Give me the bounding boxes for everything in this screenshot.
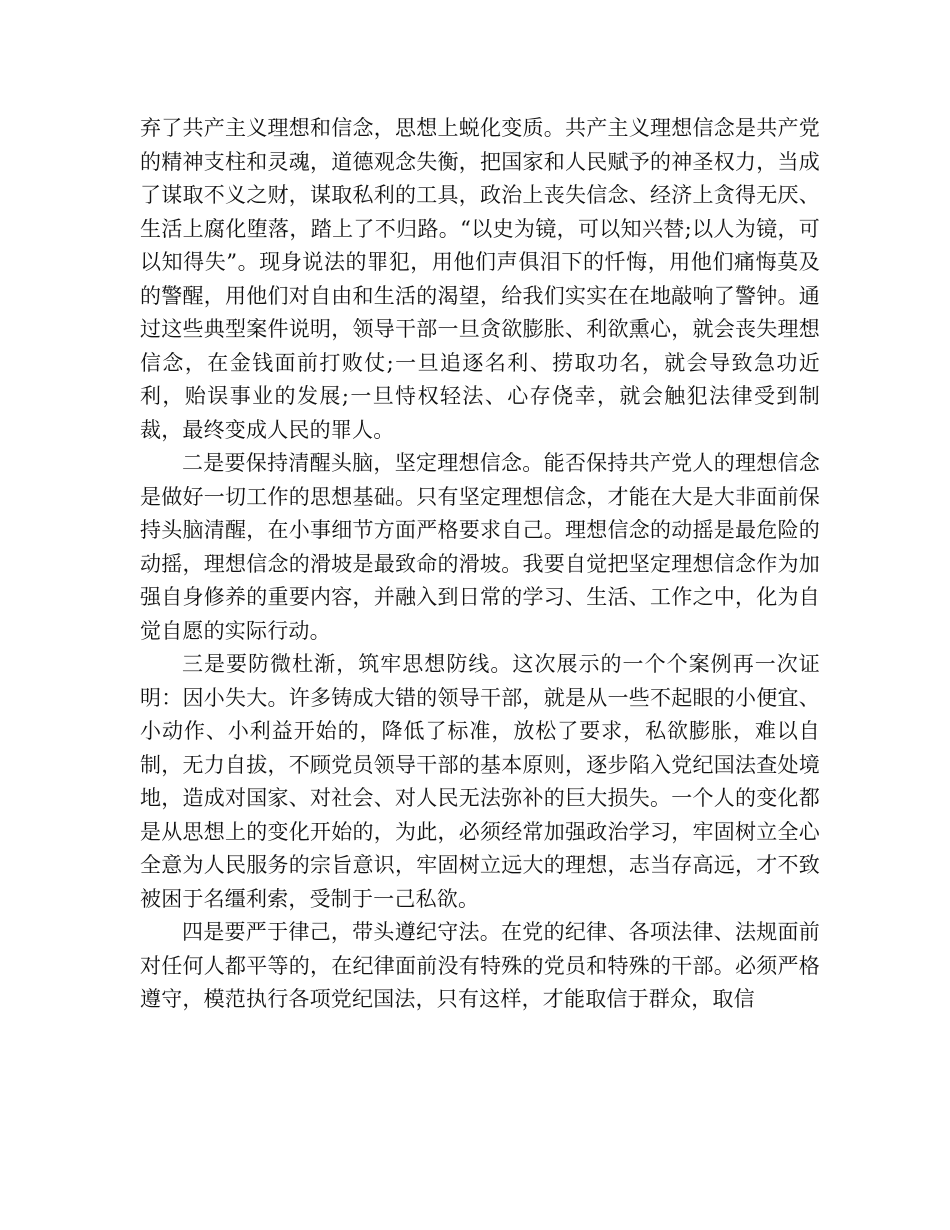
paragraph-point-four: 四是要严于律己，带头遵纪守法。在党的纪律、各项法律、法规面前对任何人都平等的，在纪律面前没有特殊的党员和特殊的干部。必须严格遵守，模范执行各项党纪国法，只有这样，才能取信于群众，取信	[140, 920, 820, 1011]
document-body	[140, 112, 820, 1017]
paragraph-point-three: 三是要防微杜渐，筑牢思想防线。这次展示的一个个案例再一次证明：因小失大。许多铸成大错的领导干部，就是从一些不起眼的小便宜、小动作、小利益开始的，降低了标准，放松了要求，私欲膨胀，难以自制，无力自拔，不顾党员领导干部的基本原则，逐步陷入党纪国法查处境地，造成对国家、对社会、对人民无法弥补的巨大损失。一个人的变化都是从思想上的变化开始的，为此，必须经常加强政治学习，牢固树立全心全意为人民服务的宗旨意识，牢固树立远大的理想，志当存高远，才不致被困于名缰利索，受制于一己私欲。	[140, 652, 820, 911]
paragraph-continuation: 弃了共产主义理想和信念，思想上蜕化变质。共产主义理想信念是共产党的精神支柱和灵魂，道德观念失衡，把国家和人民赋予的神圣权力，当成了谋取不义之财，谋取私利的工具，政治上丧失信念、经济上贪得无厌、生活上腐化堕落，踏上了不归路。“以史为镜，可以知兴替;以人为镜，可以知得失”。现身说法的罪犯，用他们声俱泪下的忏悔，用他们痛悔莫及的警醒，用他们对自由和生活的渴望，给我们实实在在地敲响了警钟。通过这些典型案件说明，领导干部一旦贪欲膨胀、利欲熏心，就会丧失理想信念，在金钱面前打败仗;一旦追逐名利、捞取功名，就会导致急功近利，贻误事业的发展;一旦恃权轻法、心存侥幸，就会触犯法律受到制裁，最终变成人民的罪人。	[140, 116, 820, 442]
paragraph-point-two: 二是要保持清醒头脑，坚定理想信念。能否保持共产党人的理想信念是做好一切工作的思想基础。只有坚定理想信念，才能在大是大非面前保持头脑清醒，在小事细节方面严格要求自己。理想信念的动摇是最危险的动摇，理想信念的滑坡是最致命的滑坡。我要自觉把坚定理想信念作为加强自身修养的重要内容，并融入到日常的学习、生活、工作之中，化为自觉自愿的实际行动。	[140, 451, 820, 643]
